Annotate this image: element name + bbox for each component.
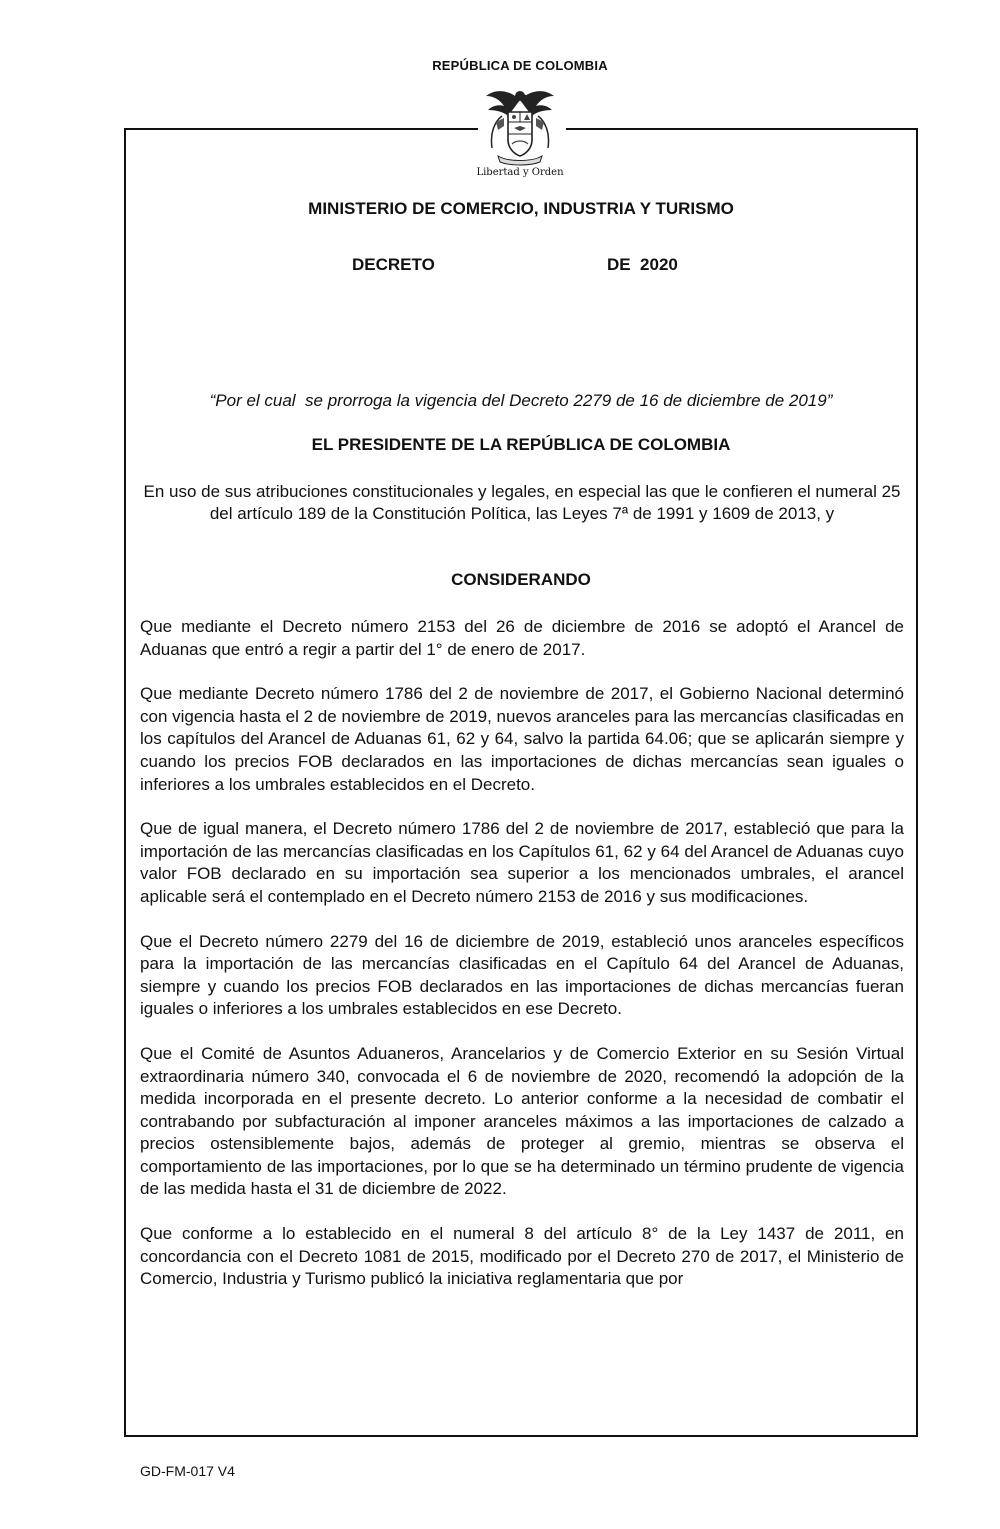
ministry-heading: MINISTERIO DE COMERCIO, INDUSTRIA Y TURISMO — [308, 199, 734, 218]
considerations-body — [140, 616, 904, 1313]
consideration-paragraph: Que de igual manera, el Decreto número 1786 del 2 de noviembre de 2017, estableció que para la importación de las mercancías clasificadas en los Capítulos 61, 62 y 64 del Arancel de Aduanas cuyo valor FOB declarado en su importación sea superior a los mencionados umbrales, el arancel aplicable será el contemplado en el Decreto número 2153 de 2016 y sus modificaciones. — [140, 819, 904, 906]
attributions-paragraph: En uso de sus atribuciones constitucionales y legales, en especial las que le confieren el numeral 25 del artículo 189 de la Constitución Política, las Leyes 7ª de 1991 y 1609 de 2013, y — [143, 482, 901, 523]
motto: Libertad y Orden — [476, 167, 564, 178]
republic-title: REPÚBLICA DE COLOMBIA — [432, 58, 608, 73]
form-code: GD-FM-017 V4 — [140, 1463, 235, 1479]
consideration-paragraph: Que mediante Decreto número 1786 del 2 de noviembre de 2017, el Gobierno Nacional determinó con vigencia hasta el 2 de noviembre de 2019, nuevos aranceles para las mercancías clasificadas en los capítulos del Arancel de Aduanas 61, 62 y 64, salvo la partida 64.06; que se aplicarán siempre y cuando los precios FOB declarados en las importaciones de dichas mercancías sean iguales o inferiores a los umbrales establecidos en el Decreto. — [140, 684, 904, 794]
consideration-paragraph: Que conforme a lo establecido en el numeral 8 del artículo 8° de la Ley 1437 de 2011, en concordancia con el Decreto 1081 de 2015, modificado por el Decreto 270 de 2017, el Ministerio de Comercio, Industria y Turismo publicó la iniciativa reglamentaria que por — [140, 1224, 904, 1289]
consideration-paragraph: Que el Comité de Asuntos Aduaneros, Arancelarios y de Comercio Exterior en su Sesión Virtual extraordinaria número 340, convocada el 6 de noviembre de 2020, recomendó la adopción de la medida incorporada en el presente decreto. Lo anterior conforme a la necesidad de combatir el contrabando por subfacturación al imponer aranceles máximos a las importaciones de calzado a precios ostensiblemente bajos, además de proteger al gremio, mientras se observa el comportamiento de las importaciones, por lo que se ha determinado un término prudente de vigencia de las medida hasta el 31 de diciembre de 2022. — [140, 1043, 904, 1199]
consideration-paragraph: Que mediante el Decreto número 2153 del 26 de diciembre de 2016 se adoptó el Arancel de Aduanas que entró a regir a partir del 1° de enero de 2017. — [140, 617, 904, 659]
decree-label: DECRETO — [352, 255, 435, 274]
frame-right-border — [916, 128, 918, 1437]
frame-left-border — [124, 128, 126, 1437]
president-heading: EL PRESIDENTE DE LA REPÚBLICA DE COLOMBIA — [311, 435, 731, 454]
decree-subject: “Por el cual se prorroga la vigencia del Decreto 2279 de 16 de diciembre de 2019” — [209, 391, 833, 410]
frame-top-left-border — [124, 128, 478, 130]
consideration-paragraph: Que el Decreto número 2279 del 16 de diciembre de 2019, estableció unos aranceles específicos para la importación de las mercancías clasificadas en el Capítulo 64 del Arancel de Aduanas, siempre y cuando los precios FOB declarados en las importaciones de dichas mercancías fueran iguales o inferiores a los umbrales establecidos en ese Decreto. — [140, 931, 904, 1019]
decree-year: DE 2020 — [607, 255, 678, 274]
frame-bottom-border — [124, 1435, 918, 1437]
considerando-heading: CONSIDERANDO — [451, 570, 591, 589]
frame-top-right-border — [566, 128, 918, 130]
